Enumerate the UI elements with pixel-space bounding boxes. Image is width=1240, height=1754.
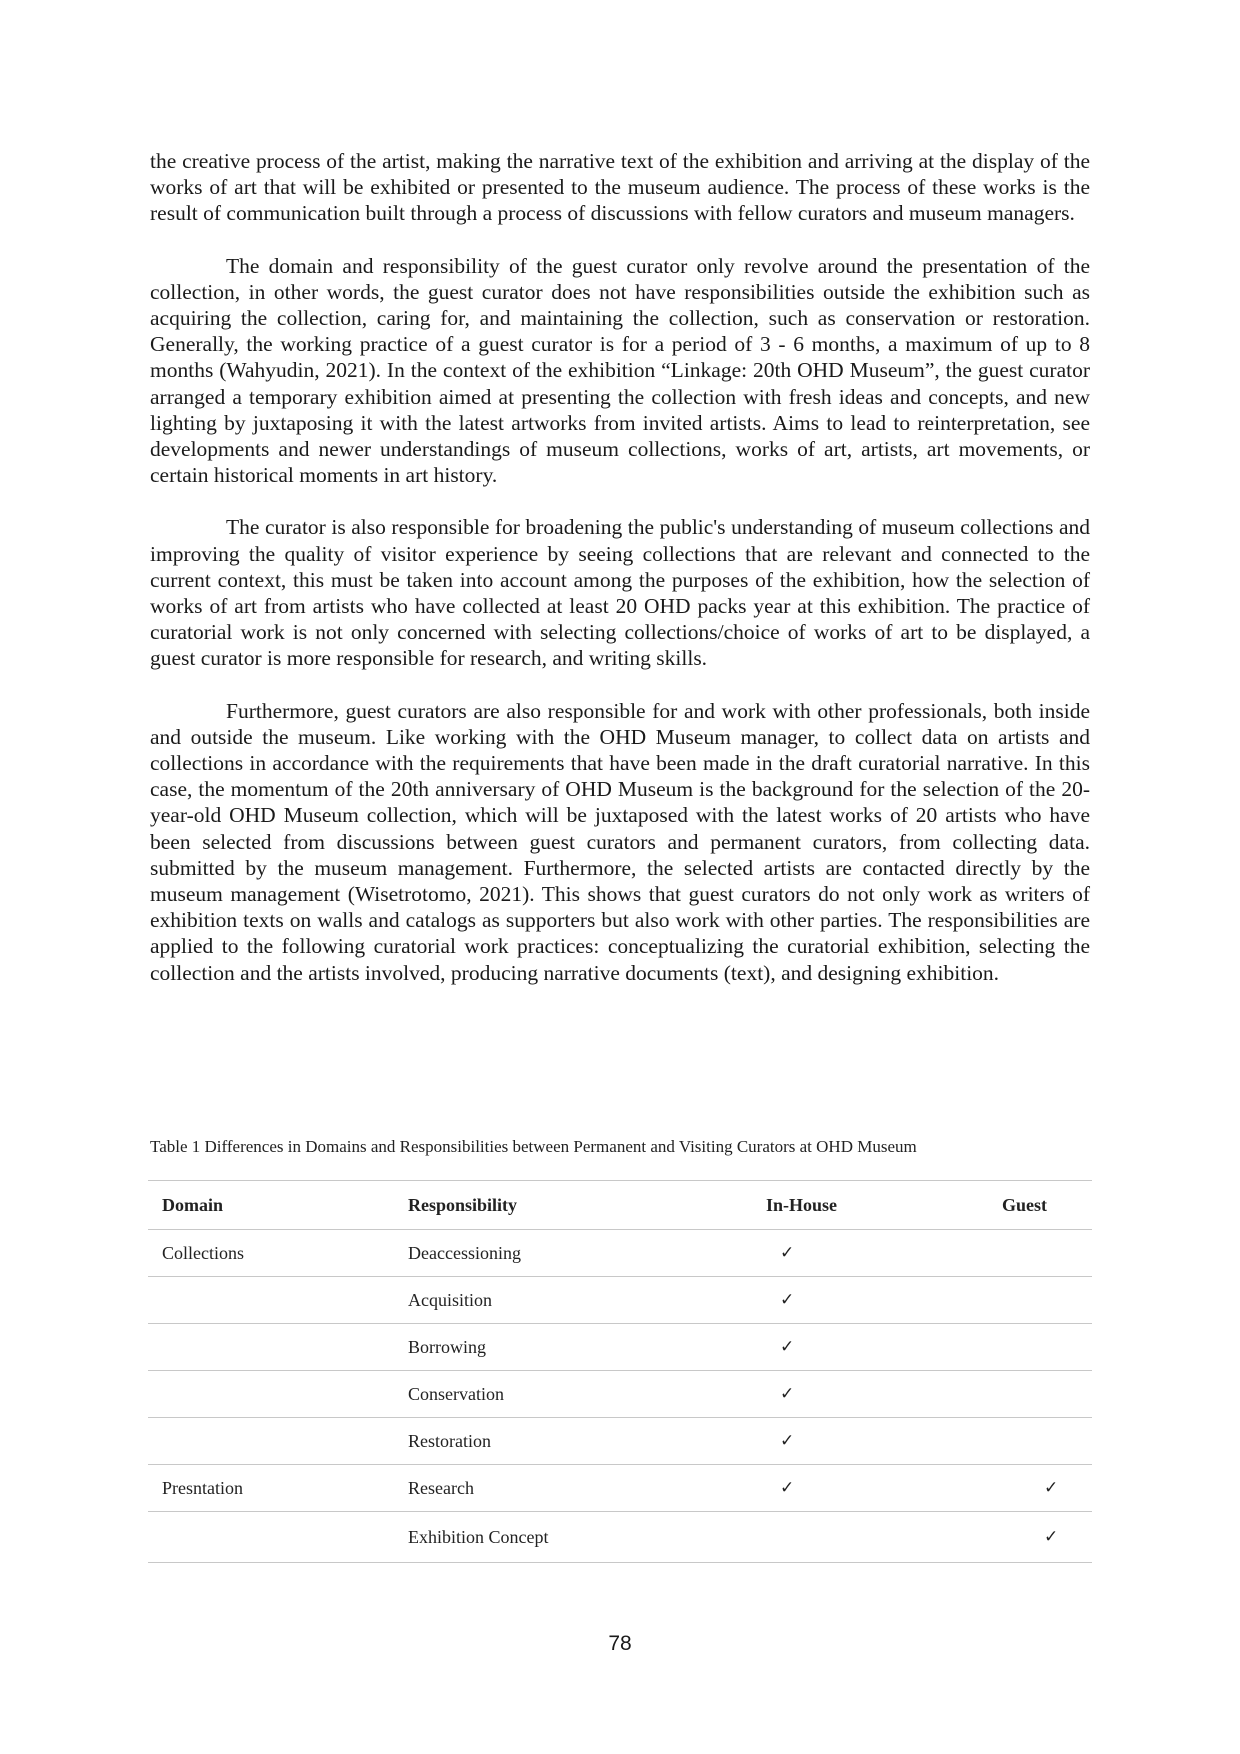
cell-in-house-check: ✓: [732, 1230, 974, 1277]
table-row: [148, 1465, 1092, 1512]
cell-domain: [148, 1418, 394, 1465]
table-header-row: [148, 1181, 1092, 1230]
table-row: [148, 1324, 1092, 1371]
cell-guest-check: [974, 1371, 1092, 1418]
table-caption: Table 1 Differences in Domains and Responsibilities between Permanent and Visiting Curators at OHD Museum: [150, 1137, 917, 1156]
cell-responsibility: Borrowing: [394, 1324, 732, 1371]
header-domain: Domain: [148, 1181, 394, 1230]
cell-guest-check: [974, 1230, 1092, 1277]
paragraph: the creative process of the artist, making the narrative text of the exhibition and arriving at the display of the works of art that will be exhibited or presented to the museum audience. The process of these works is the result of communication built through a process of discussions with fellow curators and museum managers.: [150, 149, 1090, 226]
cell-in-house-check: ✓: [732, 1418, 974, 1465]
body-text: [150, 148, 1090, 1012]
table-row: [148, 1512, 1092, 1563]
cell-in-house-check: [732, 1512, 974, 1563]
table-row: [148, 1418, 1092, 1465]
cell-guest-check: [974, 1324, 1092, 1371]
paragraph: The domain and responsibility of the guest curator only revolve around the presentation of the collection, in other words, the guest curator does not have responsibilities outside the exhibition such as acquiring the collection, caring for, and maintaining the collection, such as conservation or restoration. Generally, the working practice of a guest curator is for a period of 3 - 6 months, a maximum of up to 8 months (Wahyudin, 2021). In the context of the exhibition “Linkage: 20th OHD Museum”, the guest curator arranged a temporary exhibition aimed at presenting the collection with fresh ideas and concepts, and new lighting by juxtaposing it with the latest artworks from invited artists. Aims to lead to reinterpretation, see developments and newer understandings of museum collections, works of art, artists, art movements, or certain historical moments in art history.: [150, 253, 1090, 488]
cell-in-house-check: ✓: [732, 1465, 974, 1512]
cell-guest-check: [974, 1277, 1092, 1324]
cell-domain: [148, 1324, 394, 1371]
responsibility-table: [148, 1180, 1092, 1563]
cell-in-house-check: ✓: [732, 1371, 974, 1418]
cell-guest-check: [974, 1418, 1092, 1465]
page-number: 78: [608, 1632, 632, 1655]
table-row: [148, 1371, 1092, 1418]
cell-responsibility: Conservation: [394, 1371, 732, 1418]
table-row: [148, 1277, 1092, 1324]
cell-in-house-check: ✓: [732, 1277, 974, 1324]
cell-in-house-check: ✓: [732, 1324, 974, 1371]
cell-responsibility: Restoration: [394, 1418, 732, 1465]
cell-guest-check: ✓: [974, 1512, 1092, 1563]
cell-responsibility: Deaccessioning: [394, 1230, 732, 1277]
cell-domain: [148, 1277, 394, 1324]
header-guest: Guest: [974, 1181, 1092, 1230]
cell-domain: [148, 1512, 394, 1563]
cell-responsibility: Exhibition Concept: [394, 1512, 732, 1563]
header-in-house: In-House: [732, 1181, 974, 1230]
cell-domain: Presntation: [148, 1465, 394, 1512]
cell-responsibility: Research: [394, 1465, 732, 1512]
header-responsibility: Responsibility: [394, 1181, 732, 1230]
cell-responsibility: Acquisition: [394, 1277, 732, 1324]
cell-domain: Collections: [148, 1230, 394, 1277]
cell-guest-check: ✓: [974, 1465, 1092, 1512]
paragraph: The curator is also responsible for broadening the public's understanding of museum collections and improving the quality of visitor experience by seeing collections that are relevant and connected to the current context, this must be taken into account among the purposes of the exhibition, how the selection of works of art from artists who have collected at least 20 OHD packs year at this exhibition. The practice of curatorial work is not only concerned with selecting collections/choice of works of art to be displayed, a guest curator is more responsible for research, and writing skills.: [150, 515, 1090, 671]
paragraph: Furthermore, guest curators are also responsible for and work with other professionals, both inside and outside the museum. Like working with the OHD Museum manager, to collect data on artists and collections in accordance with the requirements that have been made in the draft curatorial narrative. In this case, the momentum of the 20th anniversary of OHD Museum is the background for the selection of the 20-year-old OHD Museum collection, which will be juxtaposed with the latest works of 20 artists who have been selected from discussions between guest curators and permanent curators, from collecting data. submitted by the museum management. Furthermore, the selected artists are contacted directly by the museum management (Wisetrotomo, 2021). This shows that guest curators do not only work as writers of exhibition texts on walls and catalogs as supporters but also work with other parties. The responsibilities are applied to the following curatorial work practices: conceptualizing the curatorial exhibition, selecting the collection and the artists involved, producing narrative documents (text), and designing exhibition.: [150, 698, 1090, 985]
cell-domain: [148, 1371, 394, 1418]
table-row: [148, 1230, 1092, 1277]
